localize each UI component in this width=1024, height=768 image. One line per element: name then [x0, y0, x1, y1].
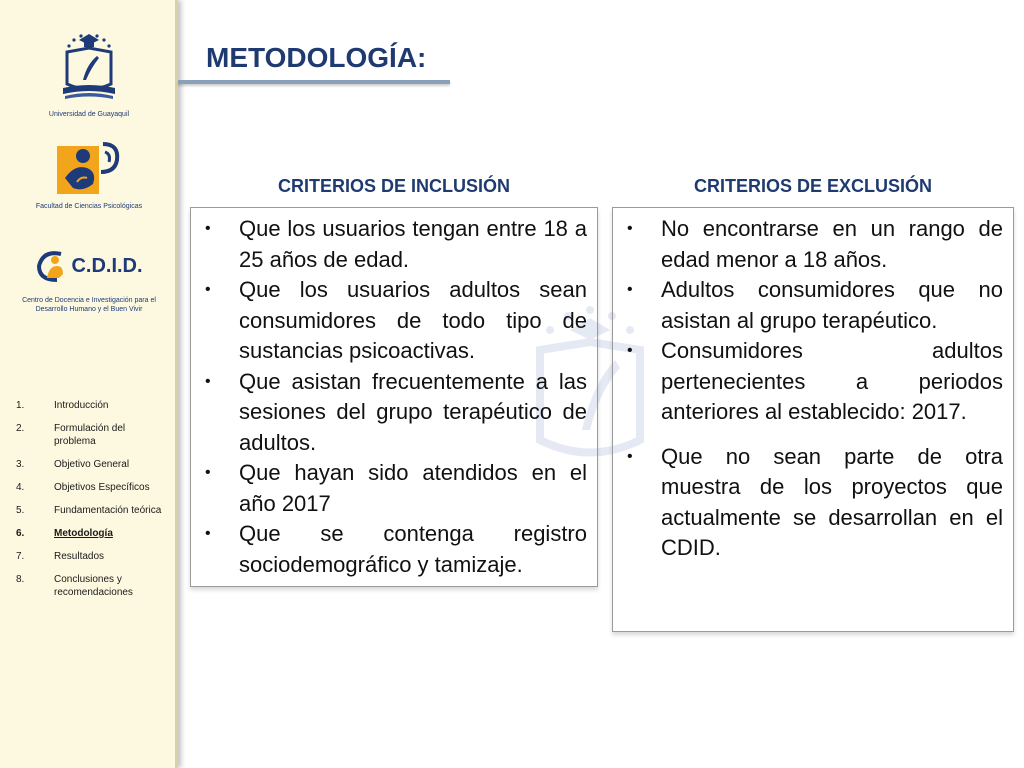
list-item	[623, 336, 1003, 428]
outline-item-label: Metodología	[54, 528, 113, 539]
presentation-outline	[16, 399, 166, 609]
page-title: METODOLOGÍA:	[206, 42, 427, 73]
book-quill-logo-icon	[57, 28, 121, 104]
bullet-icon: •	[627, 220, 633, 237]
outline-item-label: Fundamentación teórica	[54, 505, 162, 516]
bullet-icon: •	[627, 447, 633, 465]
exclusion-item-text: Consumidores adultos pertenecientes a periodos anteriores al establecido: 2017.	[661, 338, 1003, 424]
outline-item-number: 6.	[16, 528, 25, 539]
outline-item[interactable]	[16, 422, 166, 448]
university-logo	[0, 28, 178, 119]
bullet-icon: •	[627, 342, 633, 359]
exclusion-list	[623, 214, 1003, 564]
outline-item-number: 8.	[16, 574, 25, 585]
bullet-icon: •	[205, 220, 211, 237]
inclusion-list	[201, 214, 587, 580]
outline-item-number: 2.	[16, 423, 25, 434]
sidebar	[0, 0, 178, 768]
outline-item-number: 3.	[16, 459, 25, 470]
outline-item-label: Objetivos Específicos	[54, 482, 150, 493]
psychology-figure-logo-icon	[53, 138, 125, 196]
outline-item-number: 5.	[16, 505, 25, 516]
bullet-icon: •	[205, 281, 211, 298]
inclusion-item-text: Que hayan sido atendidos en el año 2017	[239, 460, 587, 516]
cdid-name: C.D.I.D.	[71, 254, 143, 277]
outline-item[interactable]	[16, 504, 166, 517]
cdid-logo	[0, 248, 178, 314]
bullet-icon: •	[205, 525, 211, 542]
list-item	[201, 214, 587, 275]
title-underline	[178, 80, 450, 84]
outline-item-label: Introducción	[54, 400, 109, 411]
outline-item-number: 4.	[16, 482, 25, 493]
bullet-icon: •	[627, 281, 633, 298]
list-item	[201, 458, 587, 519]
faculty-logo	[0, 138, 178, 211]
outline-item-label: Objetivo General	[54, 459, 130, 470]
outline-item-label: Formulación del problema	[54, 423, 126, 447]
exclusion-item-text: Adultos consumidores que no asistan al grupo terapéutico.	[661, 277, 1003, 333]
inclusion-heading: CRITERIOS DE INCLUSIÓN	[277, 176, 510, 196]
outline-item[interactable]	[16, 399, 166, 412]
outline-item[interactable]	[16, 573, 166, 599]
university-caption: Universidad de Guayaquil	[48, 111, 130, 118]
outline-item[interactable]	[16, 550, 166, 563]
outline-item[interactable]	[16, 481, 166, 494]
outline-item-label: Resultados	[54, 551, 105, 562]
exclusion-criteria-box	[612, 207, 1014, 632]
list-item	[201, 275, 587, 367]
bullet-icon: •	[205, 464, 211, 481]
list-item	[201, 367, 587, 459]
exclusion-heading: CRITERIOS DE EXCLUSIÓN	[693, 176, 933, 196]
cdid-caption: Centro de Docencia e Investigación para el Desarrollo Humano y el Buen Vivir	[22, 297, 156, 313]
bullet-icon: •	[205, 372, 211, 390]
list-item	[201, 519, 587, 580]
exclusion-item-text: No encontrarse en un rango de edad menor a 18 años.	[661, 216, 1003, 272]
inclusion-item-text: Que asistan frecuentemente a las sesiones del grupo terapéutico de adultos.	[239, 368, 587, 455]
inclusion-criteria-box	[190, 207, 598, 587]
outline-item-label: Conclusiones y recomendaciones	[54, 574, 133, 598]
inclusion-item-text: Que los usuarios tengan entre 18 a 25 años de edad.	[239, 216, 587, 272]
inclusion-item-text: Que los usuarios adultos sean consumidores de todo tipo de sustancias psicoactivas.	[239, 277, 587, 363]
list-item	[623, 442, 1003, 564]
exclusion-item-text: Que no sean parte de otra muestra de los proyectos que actualmente se desarrollan en el CDID.	[661, 443, 1003, 560]
outline-item-number: 7.	[16, 551, 25, 562]
outline-item-active[interactable]	[16, 527, 166, 540]
outline-item-number: 1.	[16, 400, 25, 411]
list-item	[623, 275, 1003, 336]
outline-item[interactable]	[16, 458, 166, 471]
list-item	[623, 214, 1003, 275]
faculty-caption: Facultad de Ciencias Psicológicas	[35, 203, 143, 210]
inclusion-item-text: Que se contenga registro sociodemográfico y tamizaje.	[239, 521, 587, 577]
cdid-figure-logo-icon	[35, 248, 69, 284]
